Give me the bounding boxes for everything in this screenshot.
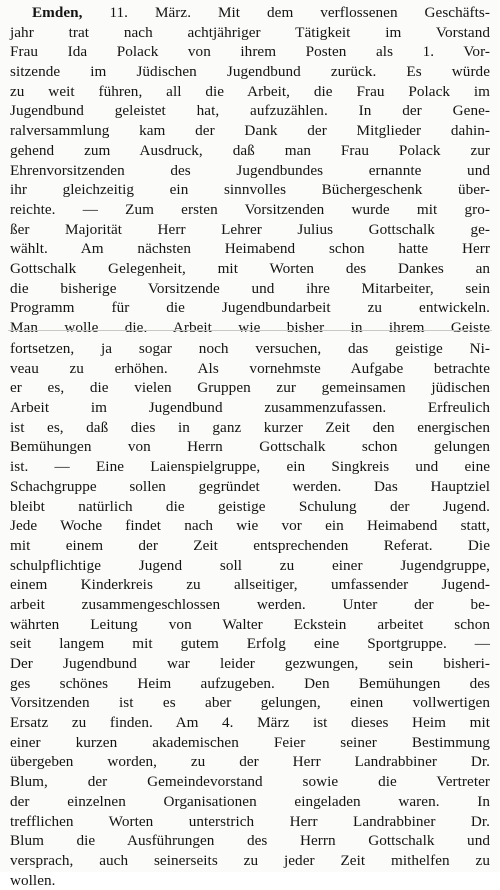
text-line: sitzende im Jüdischen Jugendbund zurück. Es würde <box>10 63 490 81</box>
text-line: übergeben worden, zu der Herr Landrabbiner Dr. <box>10 753 490 771</box>
text-line: ßer Majorität Herr Lehrer Julius Gottschalk ge- <box>10 220 490 238</box>
text-line: die bisherige Vorsitzende und ihre Mitarbeiter, sein <box>10 279 490 297</box>
dateline-place: Emden, <box>32 4 83 21</box>
text-line: einer kurzen akademischen Feier seiner Bestimmung <box>10 733 490 751</box>
text-line: Bemühungen von Herrn Gottschalk schon gelungen <box>10 438 490 456</box>
text-line: Programm für die Jugendbundarbeit zu entwickeln. <box>10 299 490 317</box>
text-line: währten Leitung von Walter Eckstein arbeitet schon <box>10 615 490 633</box>
text-line: reichte. — Zum ersten Vorsitzenden wurde mit gro- <box>10 200 490 218</box>
text-line: Vorsitzenden ist es aber gelungen, einen vollwertigen <box>10 694 490 712</box>
text-line-last: wollen. <box>10 871 56 889</box>
article-column-top <box>10 3 490 338</box>
text-line: gehend zum Ausdruck, daß man Frau Polack zur <box>10 141 490 159</box>
dateline-date: 11. März. <box>109 4 192 21</box>
text-line: Man wolle die. Arbeit wie bisher in ihrem Geiste <box>10 319 490 336</box>
text-line: Jede Woche findet nach wie vor ein Heimabend statt, <box>10 517 490 535</box>
text-line: ist. — Eine Laienspielgruppe, ein Singkreis und eine <box>10 458 490 476</box>
text-line: Jugendbund geleistet hat, aufzuzählen. In der Gene- <box>10 102 490 120</box>
column-break-rule <box>8 330 492 331</box>
text-line: zu weit führen, all die Arbeit, die Frau Polack im <box>10 82 490 100</box>
text-line: ist es, daß dies in ganz kurzer Zeit den energischen <box>10 418 490 436</box>
text-line: Arbeit im Jugendbund zusammenzufassen. Erfreulich <box>10 399 490 417</box>
text-line: er es, die vielen Gruppen zur gemeinsamen jüdischen <box>10 379 490 397</box>
article-first-line <box>10 3 490 23</box>
text-line: Schachgruppe sollen gegründet werden. Das Hauptziel <box>10 477 490 495</box>
text-line: der einzelnen Organisationen eingeladen waren. In <box>10 792 490 810</box>
text-line: jahr trat nach achtjähriger Tätigkeit im Vorstand <box>10 23 490 41</box>
text-line: Der Jugendbund war leider gezwungen, sein bisheri- <box>10 655 490 672</box>
text-line: seit langem mit gutem Erfolg eine Sportgruppe. — <box>10 635 490 653</box>
text-line: ihr gleichzeitig ein sinnvolles Büchergeschenk über- <box>10 181 490 199</box>
text-line: wählt. Am nächsten Heimabend schon hatte Herr <box>10 240 490 258</box>
text-line: veau zu erhöhen. Als vornehmste Aufgabe betrachte <box>10 359 490 377</box>
text-line: schulpflichtige Jugend soll zu einer Jugendgruppe, <box>10 556 490 574</box>
text-line: versprach, auch seinerseits zu jeder Zeit mithelfen zu <box>10 851 490 869</box>
text-line: Mit dem verflossenen Geschäfts- <box>217 4 490 21</box>
text-line: Ehrenvorsitzenden des Jugendbundes ernannte und <box>10 161 490 179</box>
text-line: Gottschalk Gelegenheit, mit Worten des Dankes an <box>10 259 490 277</box>
text-line: fortsetzen, ja sogar noch versuchen, das geistige Ni- <box>10 340 490 357</box>
text-line: ges schönes Heim aufzugeben. Den Bemühungen des <box>10 674 490 692</box>
text-line: arbeit zusammengeschlossen werden. Unter der be- <box>10 595 490 613</box>
text-line: ralversammlung kam der Dank der Mitglieder dahin- <box>10 122 490 140</box>
text-line: Blum, der Gemeindevorstand sowie die Vertreter <box>10 773 490 791</box>
article-column-bottom <box>10 339 490 890</box>
text-line: Ersatz zu finden. Am 4. März ist dieses Heim mit <box>10 714 490 732</box>
text-line: Frau Ida Polack von ihrem Posten als 1. Vor- <box>10 43 490 61</box>
text-line: Blum die Ausführungen des Herrn Gottschalk und <box>10 832 490 850</box>
text-line: bleibt natürlich die geistige Schulung der Jugend. <box>10 497 490 515</box>
text-line: einem Kinderkreis zu allseitiger, umfassender Jugend- <box>10 576 490 594</box>
text-line: mit einem der Zeit entsprechenden Referat. Die <box>10 536 490 554</box>
text-line: trefflichen Worten unterstrich Herr Landrabbiner Dr. <box>10 812 490 830</box>
